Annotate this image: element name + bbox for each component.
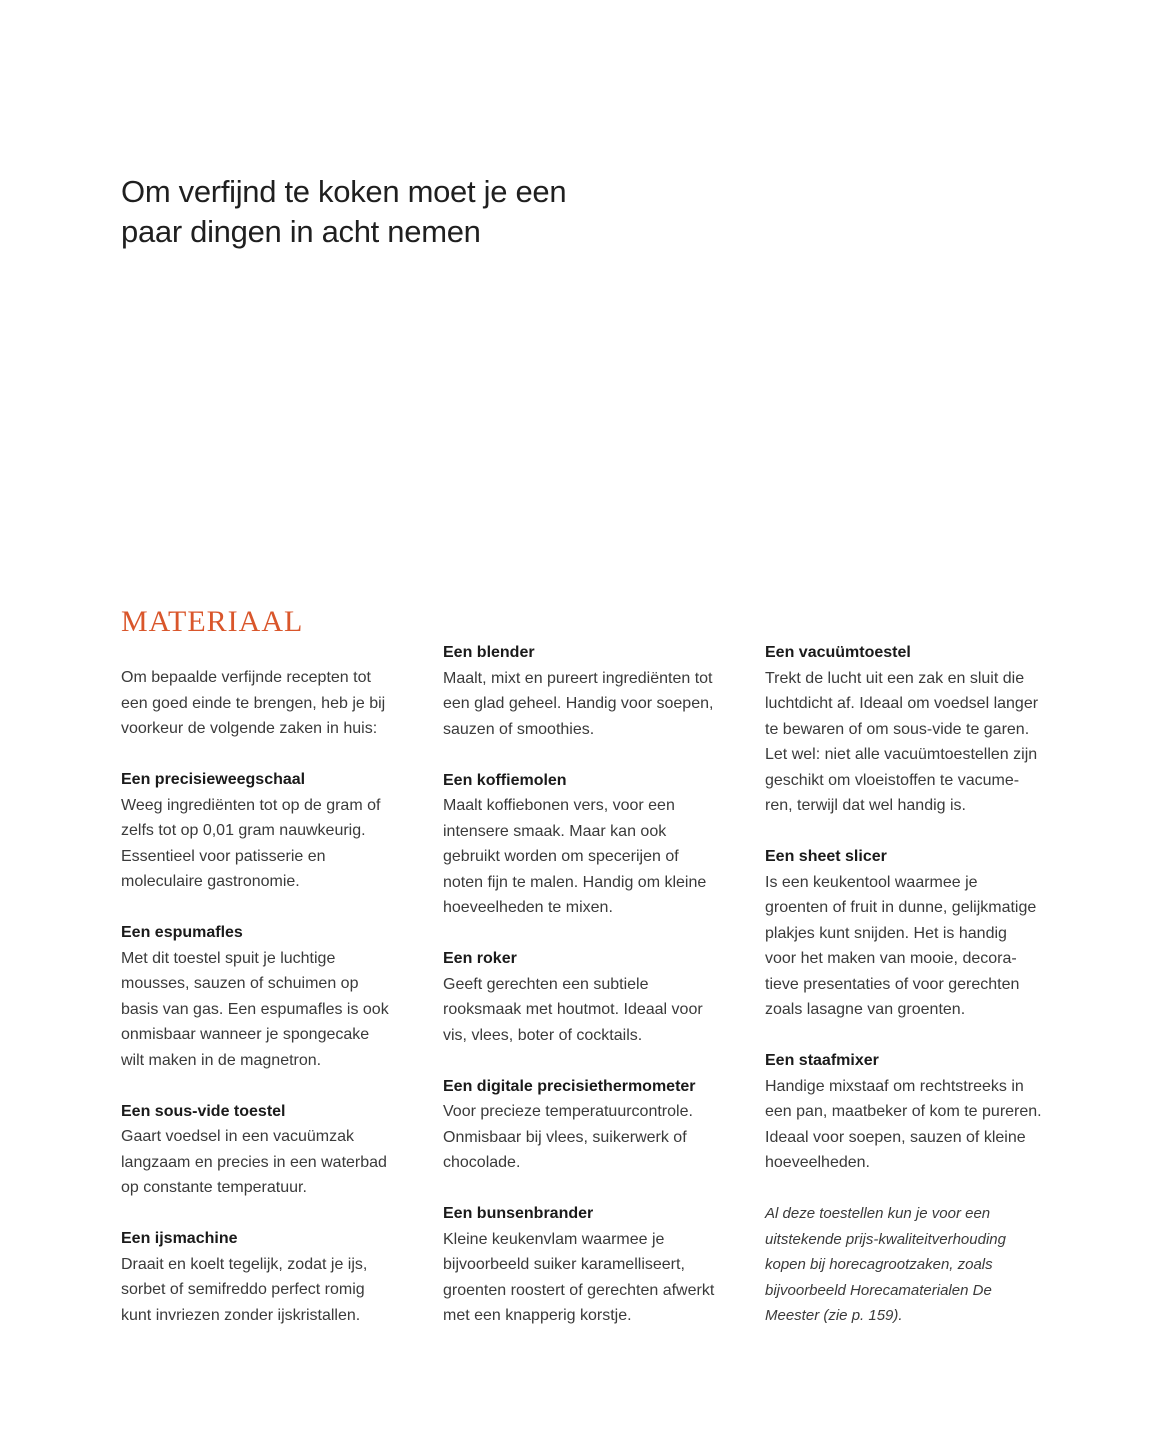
column-3: [765, 640, 1055, 1329]
equipment-description: Is een keukentool waarmee je groenten of fruit in dunne, gelijkmatige plakjes kunt snijden. Het is handig voor het maken van mooie, decora- tieve presentaties of voor gerechten zoals lasagne van groenten.: [765, 873, 1037, 1018]
equipment-title: Een roker: [443, 950, 517, 967]
equipment-title: Een vacuümtoestel: [765, 644, 911, 661]
equipment-item: [443, 946, 733, 1048]
equipment-item: [765, 640, 1055, 819]
equipment-title: Een digitale precisiethermometer: [443, 1077, 696, 1095]
column-1: [121, 665, 411, 1354]
equipment-description: Draait en koelt tegelijk, zodat je ijs, sorbet of semifreddo perfect romig kunt invriezen zonder ijskristallen.: [121, 1255, 368, 1324]
equipment-title: Een sous-vide toestel: [121, 1102, 286, 1120]
equipment-item: [121, 1226, 411, 1328]
equipment-item: [121, 767, 411, 895]
equipment-title: Een staafmixer: [765, 1052, 879, 1069]
equipment-title: Een ijsmachine: [121, 1230, 238, 1247]
section-title: MATERIAAL: [121, 605, 304, 638]
equipment-item: [765, 844, 1055, 1023]
equipment-description: Kleine keukenvlam waarmee je bijvoorbeeld suiker karamelliseert, groenten roostert of gerechten afwerkt met een knapperig korstje.: [443, 1230, 715, 1324]
equipment-description: Handige mixstaaf om rechtstreeks in een pan, maatbeker of kom te pureren. Ideaal voor soepen, sauzen of kleine hoeveelheden.: [765, 1077, 1042, 1171]
equipment-title: Een blender: [443, 644, 535, 661]
headline-line-1: Om verfijnd te koken moet je een: [121, 174, 567, 209]
column-2: [443, 640, 733, 1354]
equipment-description: Geeft gerechten een subtiele rooksmaak met houtmot. Ideaal voor vis, vlees, boter of cocktails.: [443, 975, 703, 1044]
headline-line-2: paar dingen in acht nemen: [121, 214, 481, 249]
equipment-item: [443, 1201, 733, 1329]
equipment-description: Voor precieze temperatuurcontrole. Onmisbaar bij vlees, suikerwerk of chocolade.: [443, 1103, 693, 1171]
equipment-description: Maalt, mixt en pureert ingrediënten tot een glad geheel. Handig voor soepen, sauzen of smoothies.: [443, 669, 714, 738]
equipment-item: [765, 1048, 1055, 1176]
equipment-item: [443, 640, 733, 742]
equipment-description: Gaart voedsel in een vacuümzak langzaam en precies in een waterbad op constante temperatuur.: [121, 1128, 387, 1196]
equipment-title: Een sheet slicer: [765, 848, 887, 865]
equipment-description: Met dit toestel spuit je luchtige mousses, sauzen of schuimen op basis van gas. Een espumafles is ook onmisbaar wanneer je spongecake wilt maken in de magnetron.: [121, 949, 389, 1069]
equipment-title: Een koffiemolen: [443, 771, 567, 789]
equipment-item: [121, 1099, 411, 1201]
equipment-item: [443, 1074, 733, 1176]
equipment-title: Een espumafles: [121, 924, 243, 941]
equipment-item: [121, 920, 411, 1073]
equipment-title: Een precisieweegschaal: [121, 771, 306, 788]
purchase-note: Al deze toestellen kun je voor een uitstekende prijs-kwaliteitverhouding kopen bij horecagrootzaken, zoals bijvoorbeeld Horecamaterialen De Meester (zie p. 159).: [765, 1205, 1006, 1324]
page-headline: [121, 172, 681, 252]
equipment-description: Weeg ingrediënten tot op de gram of zelfs tot op 0,01 gram nauwkeurig. Essentieel voor patisserie en moleculaire gastronomie.: [121, 796, 381, 890]
intro-paragraph: Om bepaalde verfijnde recepten tot een goed einde te brengen, heb je bij voorkeur de volgende zaken in huis:: [121, 669, 386, 737]
equipment-title: Een bunsenbrander: [443, 1205, 594, 1222]
equipment-item: [443, 768, 733, 921]
equipment-description: Maalt koffiebonen vers, voor een intensere smaak. Maar kan ook gebruikt worden om specerijen of noten fijn te malen. Handig om kleine hoeveelheden te mixen.: [443, 797, 707, 916]
equipment-description: Trekt de lucht uit een zak en sluit die luchtdicht af. Ideaal om voedsel langer te bewaren of om sous-vide te garen. Let wel: niet alle vacuümtoestellen zijn geschikt om vloeistoffen te vacume- ren, terwijl dat wel handig is.: [765, 669, 1039, 814]
